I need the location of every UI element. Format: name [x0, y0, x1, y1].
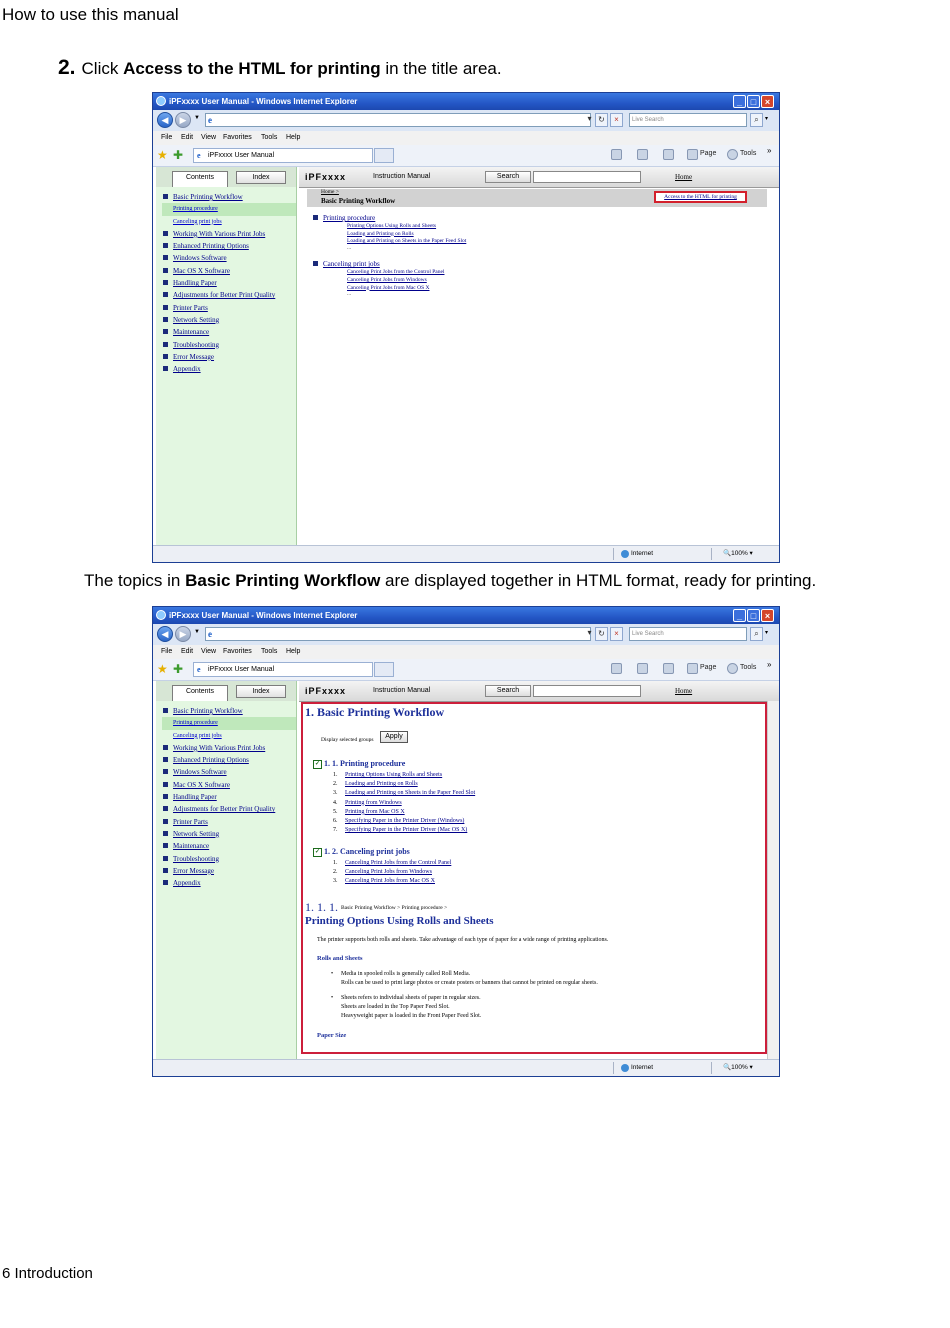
toc-sub-item[interactable]: Printing procedure [162, 203, 296, 215]
menu-help[interactable]: Help [286, 134, 301, 141]
caption-suffix: are displayed together in HTML format, ready for printing. [380, 571, 817, 590]
toc-item[interactable]: Troubleshooting [162, 339, 296, 351]
help-search-button[interactable]: Search [485, 685, 531, 697]
toc-item[interactable]: Printer Parts [162, 302, 296, 314]
topic-link[interactable]: Canceling Print Jobs from Mac OS X [347, 284, 430, 291]
live-search-input[interactable]: Live Search [629, 627, 747, 641]
list-item[interactable]: 6. Specifying Paper in the Printer Driver (Windows) [333, 817, 465, 824]
favorites-star-icon[interactable]: ★ [157, 148, 168, 162]
tab-index[interactable]: Index [236, 685, 286, 698]
list-item[interactable]: 2. Canceling Print Jobs from Windows [333, 869, 432, 876]
menu-help[interactable]: Help [286, 648, 301, 655]
refresh-icon[interactable]: ↻ [595, 627, 608, 641]
toc-item[interactable]: Working With Various Print Jobs [162, 742, 296, 754]
zoom-level[interactable]: 🔍100% ▾ [723, 550, 753, 557]
toc-item[interactable]: Printer Parts [162, 816, 296, 828]
history-chevron-icon[interactable]: ▼ [194, 629, 200, 635]
list-item[interactable]: 1. Printing Options Using Rolls and Sheets [333, 772, 443, 778]
search-icon[interactable]: ⌕ [750, 113, 763, 127]
search-options-icon[interactable]: ▾ [765, 630, 769, 636]
toc-item[interactable]: Appendix [162, 363, 296, 375]
display-groups-label: Display selected groups [321, 737, 374, 743]
toc-item[interactable]: Maintenance [162, 326, 296, 338]
tab-contents[interactable]: Contents [172, 685, 228, 701]
section-list [333, 771, 475, 835]
topic-list [313, 213, 466, 300]
toc-item[interactable]: Appendix [162, 877, 296, 889]
favorites-bar [153, 659, 779, 681]
minimize-button[interactable]: _ [733, 95, 746, 108]
access-html-printing-button[interactable]: Access to the HTML for printing [654, 191, 747, 203]
step-suffix: in the title area. [380, 59, 502, 78]
main-pane [299, 681, 779, 1059]
toc-item[interactable]: Maintenance [162, 840, 296, 852]
main-pane [299, 167, 779, 545]
toc-item[interactable]: Network Setting [162, 828, 296, 840]
maximize-button[interactable]: □ [747, 609, 760, 622]
zone-label: Internet [631, 550, 654, 557]
brand-name: iPFxxxx [305, 686, 347, 696]
address-dropdown-icon[interactable]: ▾ [587, 628, 592, 637]
bullet-line: Sheets are loaded in the Top Paper Feed Slot. [341, 1004, 450, 1010]
tools-menu[interactable]: Tools [740, 150, 757, 157]
list-item[interactable]: 2. Loading and Printing on Rolls [333, 781, 418, 788]
new-tab-button[interactable] [374, 148, 394, 163]
help-topbar [299, 167, 779, 188]
page-title: Basic Printing Workflow [321, 197, 396, 205]
toc-list [162, 705, 296, 889]
ie-icon [156, 96, 166, 106]
home-link[interactable]: Home [675, 687, 693, 695]
browser-window-2 [152, 606, 780, 1077]
list-item[interactable]: 4. Printing from Windows [333, 799, 402, 806]
new-tab-button[interactable] [374, 662, 394, 677]
ie-tab-icon: e [197, 151, 201, 160]
menu-bar [153, 645, 779, 659]
topic-intro: The printer supports both rolls and sheets. Take advantage of each type of paper for a wide range of printing applications. [317, 937, 609, 943]
refresh-icon[interactable]: ↻ [595, 113, 608, 127]
menu-view[interactable]: View [201, 648, 217, 655]
step-prefix: Click [81, 59, 124, 78]
forward-arrow-icon[interactable]: ▶ [175, 112, 191, 128]
scrollbar[interactable] [767, 701, 780, 1059]
ie-page-icon: e [208, 629, 212, 639]
browser-tab-label: iPFxxxx User Manual [208, 152, 275, 159]
toc-sub-item[interactable]: Canceling print jobs [173, 732, 222, 739]
menu-edit[interactable]: Edit [181, 648, 194, 655]
toc-pane [156, 167, 297, 545]
maximize-button[interactable]: □ [747, 95, 760, 108]
menu-view[interactable]: View [201, 134, 217, 141]
apply-button[interactable]: Apply [380, 731, 408, 743]
toc-item[interactable]: Enhanced Printing Options [162, 754, 296, 766]
bullet-line: Media in spooled rolls is generally called Roll Media. [341, 971, 471, 977]
toc-item[interactable]: Error Message [162, 865, 296, 877]
page-title: 1. Basic Printing Workflow [305, 705, 445, 719]
add-favorites-icon[interactable]: ✚ [173, 662, 184, 676]
toc-sub-item[interactable]: Printing procedure [162, 717, 296, 729]
title-area [307, 189, 767, 207]
zone-label: Internet [631, 1064, 654, 1071]
toc-item[interactable]: Adjustments for Better Print Quality [162, 289, 296, 301]
browser-tab[interactable] [193, 662, 373, 677]
toc-item[interactable]: Handling Paper [162, 791, 296, 803]
caption-prefix: The topics in [84, 571, 186, 590]
running-head: How to use this manual [2, 5, 179, 24]
browser-window-1 [152, 92, 780, 563]
home-icon[interactable] [611, 663, 622, 674]
chevron-right-icon[interactable]: » [767, 660, 772, 669]
section-link[interactable]: Canceling print jobs [313, 259, 466, 269]
page-menu[interactable]: Page [700, 664, 717, 671]
section-checkbox[interactable]: ✓ [314, 848, 321, 855]
topic-title: Printing Options Using Rolls and Sheets [305, 915, 494, 927]
ie-tab-icon: e [197, 665, 201, 674]
bullet-line: Sheets refers to individual sheets of paper in regular sizes. [341, 995, 481, 1001]
breadcrumb[interactable]: Home > [321, 189, 339, 195]
brand-subtitle: Instruction Manual [373, 687, 431, 694]
help-search-input[interactable] [533, 171, 641, 183]
section-title: 1. 1. Printing procedure [324, 759, 406, 768]
menu-bar [153, 131, 779, 145]
home-icon[interactable] [611, 149, 622, 160]
toc-item[interactable]: Adjustments for Better Print Quality [162, 803, 296, 815]
section-list [333, 859, 451, 887]
window-title: iPFxxxx User Manual - Windows Internet Explorer [169, 611, 358, 620]
topic-link[interactable]: Loading and Printing on Sheets in the Paper Feed Slot [347, 238, 467, 245]
toc-item[interactable]: Mac OS X Software [162, 779, 296, 791]
zoom-value: 100% [731, 1064, 748, 1071]
ellipsis: ... [347, 244, 352, 251]
topic-breadcrumb: Basic Printing Workflow > Printing procedure > [341, 905, 448, 911]
step-2 [58, 56, 502, 80]
menu-edit[interactable]: Edit [181, 134, 194, 141]
status-bar [153, 545, 779, 562]
list-item[interactable]: 7. Specifying Paper in the Printer Driver (Mac OS X) [333, 827, 468, 834]
address-dropdown-icon[interactable]: ▾ [587, 114, 592, 123]
toc-item[interactable]: Basic Printing Workflow [162, 191, 296, 203]
caption-bold: Basic Printing Workflow [185, 571, 381, 590]
toc-item[interactable]: Troubleshooting [162, 853, 296, 865]
toc-item[interactable]: Working With Various Print Jobs [162, 228, 296, 240]
menu-favorites[interactable]: Favorites [223, 134, 252, 141]
status-divider [711, 1062, 712, 1074]
print-icon[interactable] [663, 149, 674, 160]
toc-sub-item[interactable]: Canceling print jobs [173, 218, 222, 225]
toc-item[interactable]: Windows Software [162, 252, 296, 264]
list-item[interactable]: 3. Loading and Printing on Sheets in the Paper Feed Slot [333, 790, 476, 797]
close-button[interactable]: × [761, 95, 774, 108]
toc-item[interactable]: Handling Paper [162, 277, 296, 289]
toc-item[interactable]: Windows Software [162, 766, 296, 778]
ie-icon [156, 610, 166, 620]
status-divider [613, 548, 614, 560]
gear-icon [727, 663, 738, 674]
bullet-item [331, 970, 598, 988]
help-topbar [299, 681, 779, 702]
toc-item[interactable]: Mac OS X Software [162, 265, 296, 277]
ie-page-icon: e [208, 115, 212, 125]
live-search-input[interactable]: Live Search [629, 113, 747, 127]
toc-item[interactable]: Enhanced Printing Options [162, 240, 296, 252]
address-bar [153, 624, 779, 646]
browser-tab[interactable] [193, 148, 373, 163]
window-title: iPFxxxx User Manual - Windows Internet Explorer [169, 97, 358, 106]
window-titlebar [153, 607, 779, 624]
menu-file[interactable]: File [161, 648, 173, 655]
status-bar [153, 1059, 779, 1076]
back-arrow-icon[interactable]: ◀ [157, 626, 173, 642]
bullet-item [331, 994, 598, 1021]
stop-icon[interactable]: × [610, 113, 623, 127]
topic-link[interactable]: Printing Options Using Rolls and Sheets [347, 223, 437, 229]
topic-number: 1. 1. 1. [305, 900, 338, 914]
search-icon[interactable]: ⌕ [750, 627, 763, 641]
feeds-icon[interactable] [637, 663, 648, 674]
browser-tab-label: iPFxxxx User Manual [208, 666, 275, 673]
topic-link[interactable]: Loading and Printing on Rolls [347, 230, 414, 237]
globe-icon [621, 550, 629, 558]
address-bar [153, 110, 779, 132]
tools-menu[interactable]: Tools [740, 664, 757, 671]
address-input[interactable] [205, 113, 591, 127]
page-icon [687, 663, 698, 674]
section-link[interactable]: Printing procedure [313, 213, 466, 223]
menu-tools[interactable]: Tools [261, 134, 278, 141]
print-icon[interactable] [663, 663, 674, 674]
bullet-list [331, 970, 598, 1021]
section-checkbox[interactable]: ✓ [314, 760, 321, 767]
page-footer: 6 Introduction [2, 1265, 93, 1282]
favorites-bar [153, 145, 779, 167]
help-search-input[interactable] [533, 685, 641, 697]
chevron-right-icon[interactable]: » [767, 146, 772, 155]
status-divider [613, 1062, 614, 1074]
back-arrow-icon[interactable]: ◀ [157, 112, 173, 128]
tab-index[interactable]: Index [236, 171, 286, 184]
help-content-1 [153, 167, 779, 545]
search-options-icon[interactable]: ▾ [765, 116, 769, 122]
close-button[interactable]: × [761, 609, 774, 622]
home-link[interactable]: Home [675, 173, 693, 181]
page-menu[interactable]: Page [700, 150, 717, 157]
list-item[interactable]: 1. Canceling Print Jobs from the Control Panel [333, 860, 452, 866]
menu-favorites[interactable]: Favorites [223, 648, 252, 655]
globe-icon [621, 1064, 629, 1072]
brand-subtitle: Instruction Manual [373, 173, 431, 180]
subheading-rolls: Rolls and Sheets [317, 955, 363, 962]
toc-pane [156, 681, 297, 1059]
help-search-button[interactable]: Search [485, 171, 531, 183]
stop-icon[interactable]: × [610, 627, 623, 641]
section-heading [313, 847, 410, 857]
caption [84, 571, 816, 591]
topic-link[interactable]: Canceling Print Jobs from the Control Panel [347, 269, 445, 276]
toc-tabs [156, 167, 296, 187]
tab-contents[interactable]: Contents [172, 171, 228, 187]
feeds-icon[interactable] [637, 149, 648, 160]
section-title: 1. 2. Canceling print jobs [324, 847, 410, 856]
address-input[interactable] [205, 627, 591, 641]
help-content-2 [153, 681, 779, 1059]
history-chevron-icon[interactable]: ▼ [194, 115, 200, 121]
toc-tabs [156, 681, 296, 701]
status-divider [711, 548, 712, 560]
list-item[interactable]: 3. Canceling Print Jobs from Mac OS X [333, 878, 435, 885]
gear-icon [727, 149, 738, 160]
topic-link[interactable]: Canceling Print Jobs from Windows [347, 276, 427, 283]
section-heading [313, 759, 405, 769]
add-favorites-icon[interactable]: ✚ [173, 148, 184, 162]
toc-item[interactable]: Basic Printing Workflow [162, 705, 296, 717]
step-bold: Access to the HTML for printing [123, 59, 381, 78]
bullet-line: Rolls can be used to print large photos or create posters or banners that cannot be printed on regular sheets. [341, 980, 598, 986]
toc-list [162, 191, 296, 375]
brand-name: iPFxxxx [305, 172, 347, 182]
menu-file[interactable]: File [161, 134, 173, 141]
subheading-paper-size: Paper Size [317, 1032, 347, 1039]
page-icon [687, 149, 698, 160]
printable-html-area [301, 702, 767, 1054]
step-number: 2. [58, 56, 76, 79]
menu-tools[interactable]: Tools [261, 648, 278, 655]
bullet-line: Heavyweight paper is loaded in the Front Paper Feed Slot. [341, 1013, 482, 1019]
minimize-button[interactable]: _ [733, 609, 746, 622]
favorites-star-icon[interactable]: ★ [157, 662, 168, 676]
forward-arrow-icon[interactable]: ▶ [175, 626, 191, 642]
toc-item[interactable]: Network Setting [162, 314, 296, 326]
zoom-level[interactable]: 🔍100% ▾ [723, 1064, 753, 1071]
zoom-value: 100% [731, 550, 748, 557]
ellipsis: ... [347, 291, 352, 298]
window-titlebar [153, 93, 779, 110]
list-item[interactable]: 5. Printing from Mac OS X [333, 808, 405, 815]
toc-item[interactable]: Error Message [162, 351, 296, 363]
